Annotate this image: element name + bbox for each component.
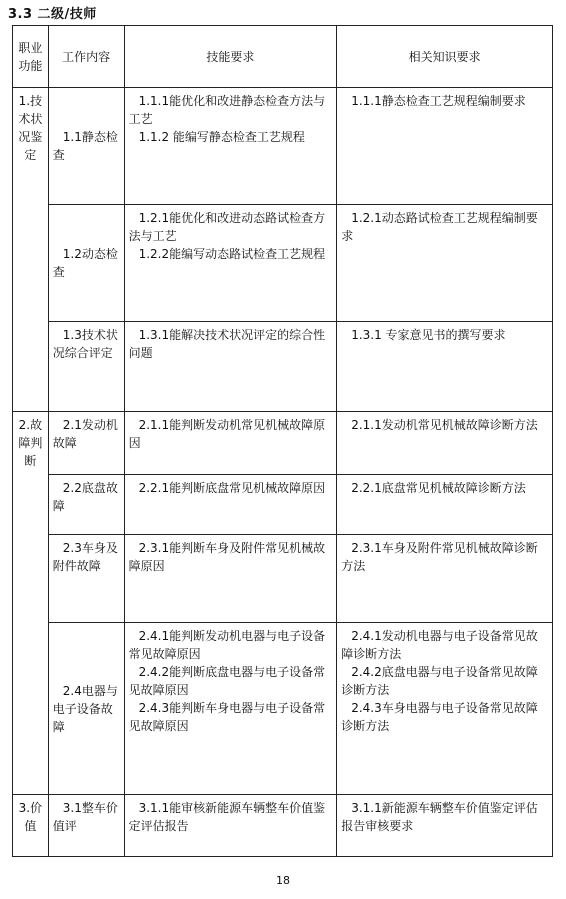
table-row xyxy=(13,623,553,795)
knowledge-item: 2.4.3车身电器与电子设备常见故障诊断方法 xyxy=(341,701,538,733)
table-row xyxy=(13,322,553,412)
table-row xyxy=(13,88,553,205)
knowledge-item: 1.2.1动态路试检查工艺规程编制要求 xyxy=(341,211,538,243)
skill-cell xyxy=(124,475,337,535)
table-row xyxy=(13,412,553,475)
work-content-cell: 2.3车身及附件故障 xyxy=(48,535,124,623)
skill-item: 1.3.1能解决技术状况评定的综合性问题 xyxy=(128,328,326,360)
skill-item: 2.4.3能判断车身电器与电子设备常见故障原因 xyxy=(128,701,326,733)
knowledge-item: 2.4.2底盘电器与电子设备常见故障诊断方法 xyxy=(341,665,538,697)
function-cell: 1.技术状况鉴定 xyxy=(13,88,49,412)
skill-cell xyxy=(124,412,337,475)
skill-standard-table xyxy=(12,25,553,857)
skill-item: 1.1.1能优化和改进静态检查方法与工艺 xyxy=(128,94,326,126)
work-content-cell: 1.2动态检查 xyxy=(48,205,124,322)
knowledge-item: 2.2.1底盘常见机械故障诊断方法 xyxy=(351,481,526,495)
table-row xyxy=(13,475,553,535)
work-content-cell: 2.4电器与电子设备故障 xyxy=(48,623,124,795)
skill-item: 1.2.1能优化和改进动态路试检查方法与工艺 xyxy=(128,211,326,243)
knowledge-item: 3.1.1新能源车辆整车价值鉴定评估报告审核要求 xyxy=(341,801,538,833)
knowledge-cell xyxy=(337,795,553,857)
knowledge-cell xyxy=(337,88,553,205)
work-content-cell: 3.1整车价值评 xyxy=(48,795,124,857)
knowledge-item: 1.1.1静态检查工艺规程编制要求 xyxy=(351,94,526,108)
header-skill-requirements: 技能要求 xyxy=(124,26,337,88)
work-content-cell: 1.3技术状况综合评定 xyxy=(48,322,124,412)
knowledge-cell xyxy=(337,412,553,475)
skill-item: 2.3.1能判断车身及附件常见机械故障原因 xyxy=(128,541,326,573)
skill-item: 1.1.2 能编写静态检查工艺规程 xyxy=(138,130,305,144)
table-row xyxy=(13,205,553,322)
knowledge-item: 2.1.1发动机常见机械故障诊断方法 xyxy=(351,418,538,432)
skill-item: 2.2.1能判断底盘常见机械故障原因 xyxy=(138,481,326,495)
knowledge-cell xyxy=(337,205,553,322)
header-knowledge-requirements: 相关知识要求 xyxy=(337,26,553,88)
skill-item: 3.1.1能审核新能源车辆整车价值鉴定评估报告 xyxy=(128,801,326,833)
header-function: 职业功能 xyxy=(13,26,49,88)
section-title: 3.3 二级/技师 xyxy=(8,7,97,22)
function-cell: 2.故障判断 xyxy=(13,412,49,795)
skill-cell xyxy=(124,795,337,857)
work-content-cell: 2.1发动机故障 xyxy=(48,412,124,475)
skill-cell xyxy=(124,88,337,205)
table-header-row xyxy=(13,26,553,88)
skill-item: 2.1.1能判断发动机常见机械故障原因 xyxy=(128,418,326,450)
skill-item: 1.2.2能编写动态路试检查工艺规程 xyxy=(138,247,326,261)
skill-item: 2.4.1能判断发动机电器与电子设备常见故障原因 xyxy=(128,629,326,661)
knowledge-item: 2.3.1车身及附件常见机械故障诊断方法 xyxy=(341,541,538,573)
skill-item: 2.4.2能判断底盘电器与电子设备常见故障原因 xyxy=(128,665,326,697)
skill-cell xyxy=(124,535,337,623)
skill-cell xyxy=(124,322,337,412)
page-number: 18 xyxy=(276,874,290,887)
function-cell: 3.价值 xyxy=(13,795,49,857)
header-work-content: 工作内容 xyxy=(48,26,124,88)
skill-cell xyxy=(124,623,337,795)
knowledge-cell xyxy=(337,322,553,412)
work-content-cell: 1.1静态检查 xyxy=(48,88,124,205)
table-row xyxy=(13,535,553,623)
skill-cell xyxy=(124,205,337,322)
work-content-cell: 2.2底盘故障 xyxy=(48,475,124,535)
knowledge-cell xyxy=(337,475,553,535)
knowledge-item: 1.3.1 专家意见书的撰写要求 xyxy=(351,328,506,342)
table-row xyxy=(13,795,553,857)
knowledge-item: 2.4.1发动机电器与电子设备常见故障诊断方法 xyxy=(341,629,538,661)
knowledge-cell xyxy=(337,535,553,623)
knowledge-cell xyxy=(337,623,553,795)
